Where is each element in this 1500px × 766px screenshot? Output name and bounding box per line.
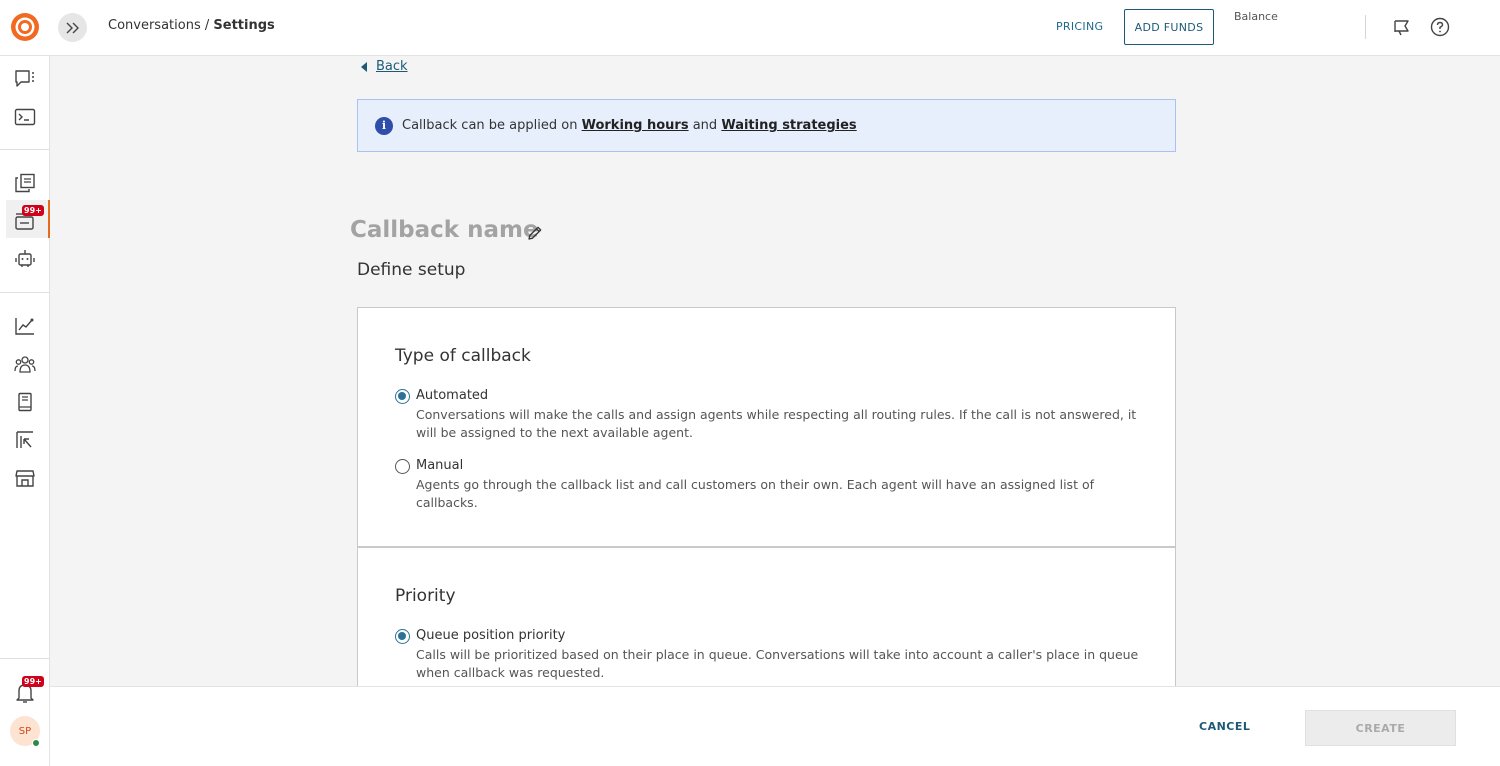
balance-label: Balance [1234, 10, 1278, 23]
analytics-chart-icon[interactable] [12, 313, 38, 339]
expand-sidebar-button[interactable] [58, 13, 87, 42]
breadcrumb-separator: / [204, 18, 210, 33]
pencil-edit-icon[interactable] [526, 224, 544, 242]
copy-documents-icon[interactable] [12, 170, 38, 196]
sidebar-divider [0, 292, 50, 293]
terminal-icon[interactable] [12, 104, 38, 130]
import-list-icon[interactable] [12, 427, 38, 453]
action-footer [50, 686, 1500, 766]
caret-left-icon [361, 62, 368, 72]
working-hours-link[interactable]: Working hours [581, 118, 689, 133]
queue-position-label: Queue position priority [416, 628, 566, 643]
sidebar-divider [0, 658, 50, 659]
breadcrumb-parent[interactable]: Conversations [108, 18, 201, 33]
radio-option-manual[interactable] [395, 457, 1140, 512]
radio-option-queue-position[interactable] [395, 627, 1140, 682]
announcements-megaphone-icon[interactable] [1392, 16, 1414, 38]
automated-radio[interactable] [395, 389, 410, 404]
manual-description: Agents go through the callback list and call customers on their own. Each agent will have an assigned list of callbacks. [416, 477, 1094, 510]
type-of-callback-title: Type of callback [395, 346, 531, 366]
radio-option-automated[interactable] [395, 387, 1140, 442]
callback-name-title[interactable]: Callback name [350, 217, 539, 243]
create-button[interactable]: CREATE [1305, 710, 1456, 746]
automated-label: Automated [416, 388, 489, 403]
type-of-callback-card [357, 307, 1176, 547]
pricing-link[interactable]: PRICING [1056, 20, 1104, 33]
add-funds-button[interactable]: ADD FUNDS [1124, 9, 1214, 45]
manual-label: Manual [416, 458, 464, 473]
breadcrumb-current: Settings [213, 18, 275, 33]
queue-position-description: Calls will be prioritized based on their place in queue. Conversations will take into account a caller's place in queue when callback was requested. [416, 647, 1139, 680]
priority-title: Priority [395, 586, 456, 606]
queue-position-radio[interactable] [395, 629, 410, 644]
top-header [0, 0, 1500, 56]
online-status-indicator [32, 739, 40, 747]
info-banner [357, 99, 1176, 152]
sidebar [0, 56, 50, 766]
manual-radio[interactable] [395, 459, 410, 474]
priority-card [357, 547, 1176, 697]
double-chevron-right-icon [66, 22, 80, 34]
info-text-middle: and [692, 118, 718, 133]
conversations-badge: 99+ [24, 206, 42, 215]
chat-bubble-icon[interactable] [12, 66, 38, 92]
cancel-button[interactable]: CANCEL [1199, 720, 1251, 733]
help-icon[interactable] [1429, 16, 1451, 38]
automated-description: Conversations will make the calls and assign agents while respecting all routing rules. If the call is not answered, it will be assigned to the next available agent. [416, 407, 1137, 440]
info-text-prefix: Callback can be applied on [402, 118, 578, 133]
store-icon[interactable] [12, 465, 38, 491]
people-icon[interactable] [12, 351, 38, 377]
header-divider [1365, 15, 1366, 39]
sidebar-divider [0, 149, 50, 150]
brand-logo-icon[interactable] [10, 12, 40, 42]
info-icon: i [375, 117, 393, 135]
back-link-label: Back [376, 59, 408, 74]
back-link[interactable] [361, 59, 408, 74]
breadcrumb [108, 18, 275, 33]
book-icon[interactable] [12, 389, 38, 415]
define-setup-heading: Define setup [357, 260, 466, 280]
user-avatar[interactable]: SP [10, 716, 40, 746]
waiting-strategies-link[interactable]: Waiting strategies [721, 118, 857, 133]
notifications-badge: 99+ [24, 677, 42, 686]
robot-icon[interactable] [12, 246, 38, 272]
